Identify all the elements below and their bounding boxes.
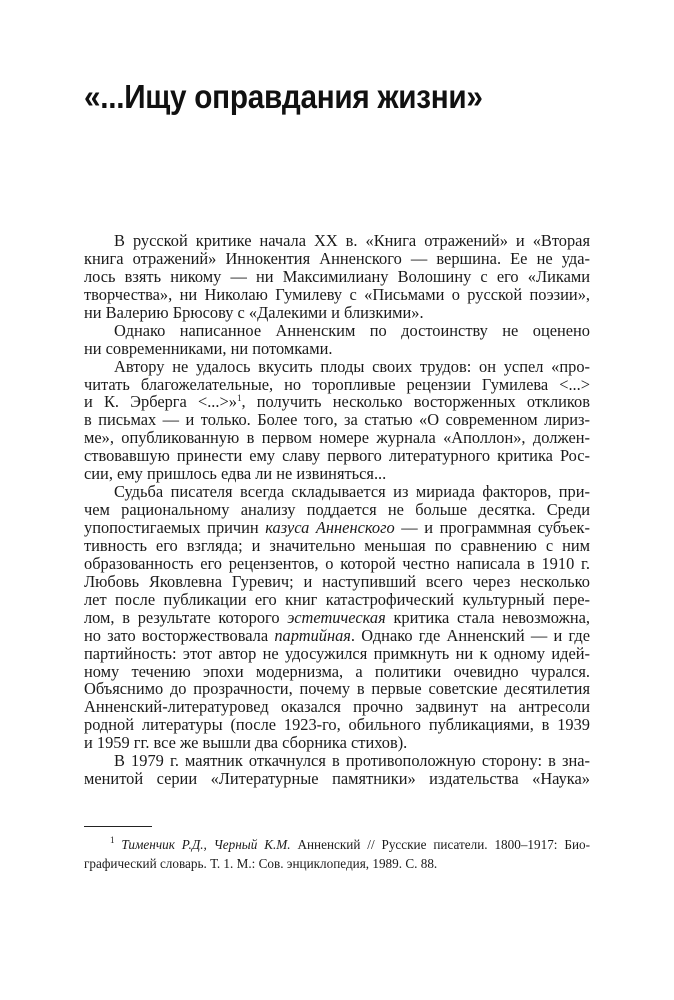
text-line bbox=[84, 555, 590, 573]
text-line bbox=[84, 770, 590, 788]
text-segment: ному течению эпохи модернизма, а политики очевидно чурался. bbox=[84, 661, 590, 681]
text-line bbox=[84, 393, 590, 411]
text-segment: читать благожелательные, но торопливые рецензии Гумилева <...> bbox=[84, 374, 590, 394]
text-line bbox=[84, 627, 590, 645]
text-segment: ни Валерию Брюсову с «Далекими и близкими». bbox=[84, 302, 424, 322]
text-segment: книга отражений» Иннокентия Анненского — вершина. Ее не уда- bbox=[84, 248, 590, 268]
text-segment: критика стала невозможна, bbox=[385, 607, 590, 627]
text-line bbox=[84, 609, 590, 627]
text-segment: в письмах — и только. Более того, за статью «О современном лириз- bbox=[84, 410, 590, 430]
text-segment: Однако написанное Анненским по достоинству не оценено bbox=[114, 320, 590, 340]
italic-text: Тименчик Р.Д., Черный К.М. bbox=[121, 837, 291, 852]
text-line bbox=[84, 429, 590, 447]
text-segment: Судьба писателя всегда складывается из мириада факторов, при- bbox=[114, 482, 590, 502]
text-line bbox=[84, 752, 590, 770]
text-segment: лом, в результате которого bbox=[84, 607, 288, 627]
text-segment: . Однако где Анненский — и где bbox=[350, 625, 590, 645]
text-segment: тивность его взгляда; и значительно меньшая по сравнению с ним bbox=[84, 535, 590, 555]
text-line bbox=[84, 232, 590, 250]
text-segment: , получить несколько восторженных откликов bbox=[241, 392, 590, 412]
text-segment: ствовавшую принести ему славу первого литературного критика Рос- bbox=[84, 446, 590, 466]
footnote-marker: 1 bbox=[110, 835, 115, 845]
text-segment: ме», опубликованную в первом номере журнала «Аполлон», должен- bbox=[84, 428, 590, 448]
text-line bbox=[84, 340, 590, 358]
text-segment: упопостигаемых причин bbox=[84, 518, 266, 537]
text-line bbox=[84, 447, 590, 465]
text-segment: и 1959 гг. все же вышли два сборника стихов). bbox=[84, 733, 408, 753]
italic-text: казуса Анненского bbox=[265, 518, 395, 537]
text-line bbox=[84, 268, 590, 286]
text-segment: лось взять никому — ни Максимилиану Волошину с его «Ликами bbox=[84, 266, 590, 286]
text-segment: Объяснимо до прозрачности, почему в первые советские десятилетия bbox=[84, 679, 590, 699]
text-line bbox=[84, 483, 590, 501]
text-segment: — и программная субъек- bbox=[394, 518, 590, 537]
footnote bbox=[84, 835, 590, 873]
text-line bbox=[84, 411, 590, 429]
italic-text: эстетическая bbox=[287, 607, 386, 627]
text-segment: менитой серии «Литературные памятники» издательства «Наука» bbox=[84, 769, 590, 789]
text-segment: и К. Эрберга <...>» bbox=[84, 392, 237, 412]
text-segment: сии, ему пришлось едва ли не извиняться... bbox=[84, 464, 387, 484]
text-segment: В русской критике начала XX в. «Книга отражений» и «Вторая bbox=[114, 231, 590, 250]
text-line bbox=[84, 501, 590, 519]
text-segment: графический словарь. Т. 1. М.: Сов. энциклопедия, 1989. С. 88. bbox=[84, 856, 438, 871]
footnote-divider bbox=[84, 826, 152, 827]
text-segment: творчества», ни Николаю Гумилеву с «Письмами о русской поэзии», bbox=[84, 284, 590, 304]
body-text bbox=[84, 232, 590, 788]
text-line bbox=[84, 835, 590, 854]
text-line bbox=[84, 537, 590, 555]
text-line bbox=[84, 465, 590, 483]
text-segment: В 1979 г. маятник откачнулся в противоположную сторону: в зна- bbox=[114, 751, 590, 771]
text-segment: лет после публикации его книг катастрофический культурный пере- bbox=[84, 589, 590, 609]
text-line bbox=[84, 854, 590, 873]
italic-text: партийная bbox=[274, 625, 351, 645]
text-line bbox=[84, 322, 590, 340]
text-segment: образованность его рецензентов, о которой честно написала в 1910 г. bbox=[84, 553, 590, 573]
text-line bbox=[84, 250, 590, 268]
text-line bbox=[84, 645, 590, 663]
text-line bbox=[84, 734, 590, 752]
text-segment: Автору не удалось вкусить плоды своих трудов: он успел «про- bbox=[114, 356, 590, 376]
text-segment: родной литературы (после 1923-го, обильного публикациями, в 1939 bbox=[84, 715, 590, 735]
text-line bbox=[84, 663, 590, 681]
text-segment: партийность: этот автор не удосужился примкнуть ни к одному идей- bbox=[84, 643, 590, 663]
text-line bbox=[84, 573, 590, 591]
text-line bbox=[84, 519, 590, 537]
text-segment: Любовь Яковлевна Гуревич; и наступивший всего через несколько bbox=[84, 571, 590, 591]
text-segment: но зато восторжествовала bbox=[84, 625, 275, 645]
text-line bbox=[84, 304, 590, 322]
text-segment: ни современниками, ни потомками. bbox=[84, 338, 333, 358]
text-line bbox=[84, 358, 590, 376]
text-segment: Анненский-литературовед оказался прочно задвинут на антресоли bbox=[84, 697, 590, 717]
text-segment: чем рациональному анализу поддается не больше десятка. Среди bbox=[84, 500, 590, 520]
text-line bbox=[84, 716, 590, 734]
text-line bbox=[84, 286, 590, 304]
chapter-title: «...Ищу оправдания жизни» bbox=[84, 78, 483, 115]
text-line bbox=[84, 680, 590, 698]
text-line bbox=[84, 376, 590, 394]
footnote-marker: 1 bbox=[236, 393, 242, 404]
text-segment: Анненский // Русские писатели. 1800–1917: Био- bbox=[290, 837, 590, 852]
text-line bbox=[84, 698, 590, 716]
text-line bbox=[84, 591, 590, 609]
